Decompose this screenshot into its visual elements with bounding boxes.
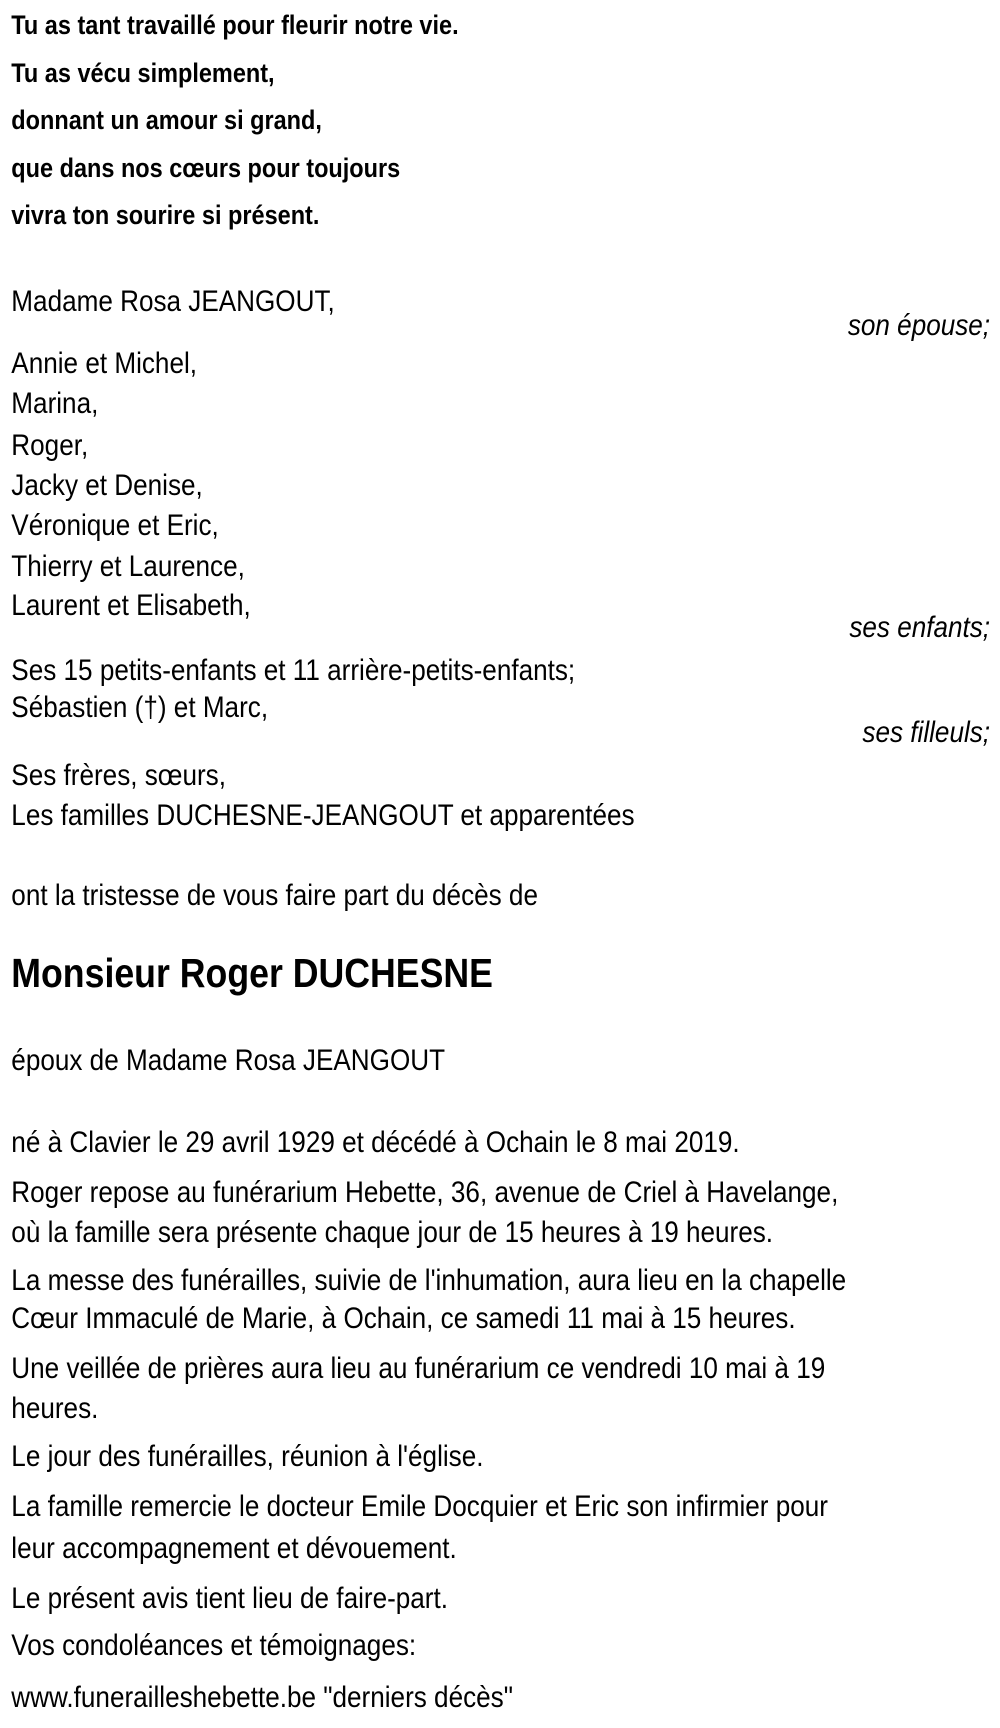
poem-line-3: donnant un amour si grand,: [11, 105, 322, 135]
child-name-6: Thierry et Laurence,: [11, 550, 245, 583]
thanks-line-1: La famille remercie le docteur Emile Docquier et Eric son infirmier pour: [11, 1490, 828, 1523]
repose-line-2: où la famille sera présente chaque jour de 15 heures à 19 heures.: [11, 1216, 774, 1249]
vigil-line-1: Une veillée de prières aura lieu au funérarium ce vendredi 10 mai à 19: [11, 1352, 826, 1385]
child-name-7: Laurent et Elisabeth,: [11, 589, 251, 622]
poem-line-5: vivra ton sourire si présent.: [11, 200, 320, 230]
thanks-line-2: leur accompagnement et dévouement.: [11, 1532, 457, 1565]
spouse-name: Madame Rosa JEANGOUT,: [11, 285, 335, 318]
siblings-line: Ses frères, sœurs,: [11, 759, 226, 792]
godsons-relation: ses filleuls;: [862, 716, 991, 749]
funeral-day-line: Le jour des funérailles, réunion à l'église.: [11, 1440, 484, 1473]
vigil-line-2: heures.: [11, 1392, 99, 1425]
condolences-line: Vos condoléances et témoignages:: [11, 1629, 417, 1662]
poem-line-4: que dans nos cœurs pour toujours: [11, 153, 401, 183]
grandchildren-line: Ses 15 petits-enfants et 11 arrière-petits-enfants;: [11, 654, 576, 687]
mass-line-1: La messe des funérailles, suivie de l'inhumation, aura lieu en la chapelle: [11, 1264, 847, 1297]
repose-line-1: Roger repose au funérarium Hebette, 36, avenue de Criel à Havelange,: [11, 1176, 839, 1209]
child-name-4: Jacky et Denise,: [11, 469, 203, 502]
poem-line-1: Tu as tant travaillé pour fleurir notre vie.: [11, 10, 459, 40]
spouse-of-line: époux de Madame Rosa JEANGOUT: [11, 1044, 446, 1077]
announcement-intro: ont la tristesse de vous faire part du décès de: [11, 879, 538, 912]
child-name-3: Roger,: [11, 429, 89, 462]
website-line: www.funerailleshebette.be "derniers décès": [11, 1681, 513, 1714]
child-name-1: Annie et Michel,: [11, 347, 198, 380]
notice-line: Le présent avis tient lieu de faire-part.: [11, 1582, 449, 1615]
spouse-relation: son épouse;: [847, 309, 991, 342]
children-relation: ses enfants;: [849, 611, 991, 644]
godsons-line: Sébastien (†) et Marc,: [11, 691, 269, 724]
child-name-2: Marina,: [11, 387, 99, 420]
poem-line-2: Tu as vécu simplement,: [11, 58, 275, 88]
mass-line-2: Cœur Immaculé de Marie, à Ochain, ce samedi 11 mai à 15 heures.: [11, 1302, 796, 1335]
birth-death-line: né à Clavier le 29 avril 1929 et décédé à Ochain le 8 mai 2019.: [11, 1126, 740, 1159]
child-name-5: Véronique et Eric,: [11, 509, 219, 542]
families-line: Les familles DUCHESNE-JEANGOUT et apparentées: [11, 799, 635, 832]
deceased-name: Monsieur Roger DUCHESNE: [11, 950, 493, 996]
